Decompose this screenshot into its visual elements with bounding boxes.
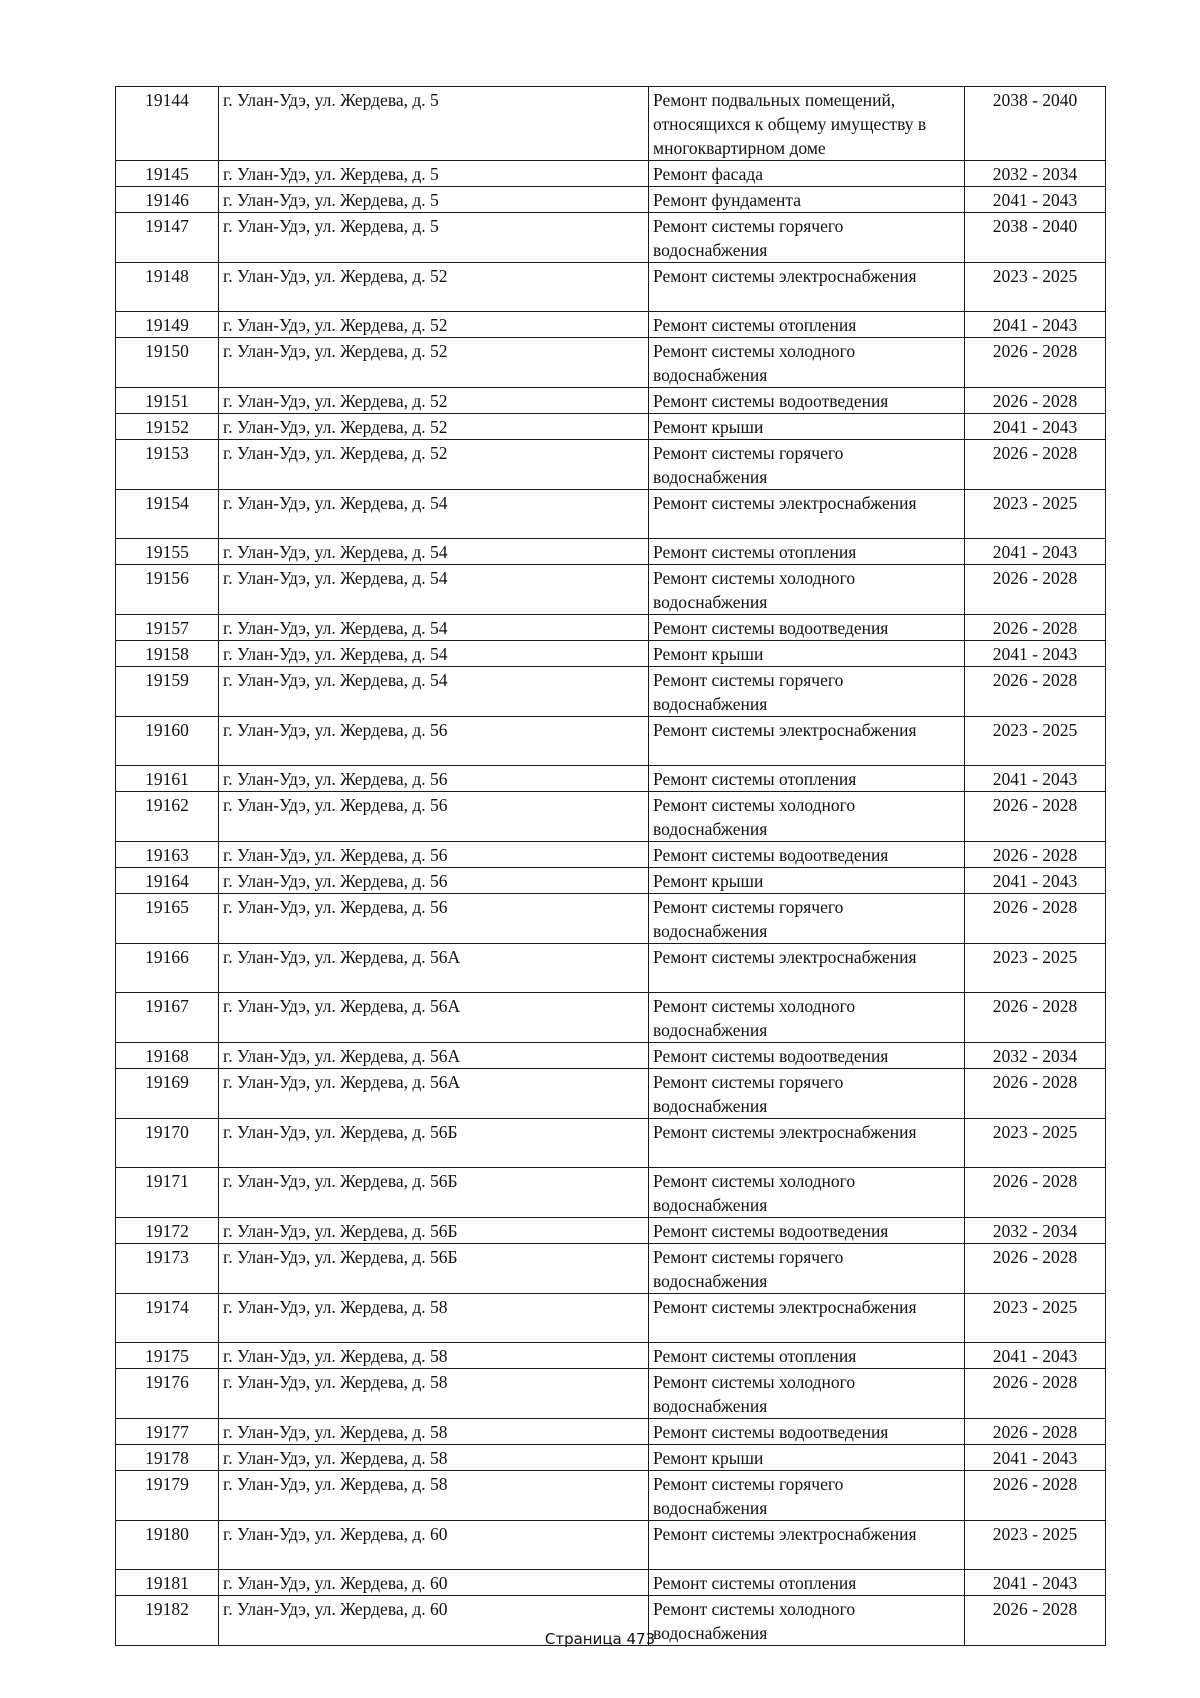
work-type-cell: Ремонт крыши [649, 868, 965, 894]
table-row [116, 187, 1106, 213]
work-type-cell: Ремонт крыши [649, 641, 965, 667]
address-cell: г. Улан-Удэ, ул. Жердева, д. 56 [219, 868, 649, 894]
row-number: 19178 [116, 1445, 219, 1471]
work-type-cell: Ремонт системы водоотведения [649, 1043, 965, 1069]
row-number: 19164 [116, 868, 219, 894]
period-cell: 2026 - 2028 [965, 388, 1106, 414]
work-type-cell: Ремонт системы водоотведения [649, 1218, 965, 1244]
period-cell: 2041 - 2043 [965, 641, 1106, 667]
period-cell: 2026 - 2028 [965, 338, 1106, 388]
row-number: 19153 [116, 440, 219, 490]
row-number: 19148 [116, 263, 219, 312]
address-cell: г. Улан-Удэ, ул. Жердева, д. 56 [219, 894, 649, 944]
address-cell: г. Улан-Удэ, ул. Жердева, д. 58 [219, 1369, 649, 1419]
work-type-cell: Ремонт системы электроснабжения [649, 717, 965, 766]
address-cell: г. Улан-Удэ, ул. Жердева, д. 58 [219, 1343, 649, 1369]
address-cell: г. Улан-Удэ, ул. Жердева, д. 52 [219, 263, 649, 312]
address-cell: г. Улан-Удэ, ул. Жердева, д. 52 [219, 414, 649, 440]
table-row [116, 414, 1106, 440]
period-cell: 2041 - 2043 [965, 1445, 1106, 1471]
work-type-cell: Ремонт системы водоотведения [649, 615, 965, 641]
table-row [116, 993, 1106, 1043]
period-cell: 2038 - 2040 [965, 213, 1106, 263]
table-row [116, 539, 1106, 565]
table-row [116, 944, 1106, 993]
address-cell: г. Улан-Удэ, ул. Жердева, д. 5 [219, 213, 649, 263]
row-number: 19174 [116, 1294, 219, 1343]
period-cell: 2023 - 2025 [965, 263, 1106, 312]
period-cell: 2026 - 2028 [965, 615, 1106, 641]
table-row [116, 868, 1106, 894]
row-number: 19167 [116, 993, 219, 1043]
period-cell: 2026 - 2028 [965, 1596, 1106, 1646]
period-cell: 2026 - 2028 [965, 1244, 1106, 1294]
row-number: 19152 [116, 414, 219, 440]
row-number: 19175 [116, 1343, 219, 1369]
work-type-cell: Ремонт системы холодного водоснабжения [649, 993, 965, 1043]
table-row [116, 312, 1106, 338]
work-type-cell: Ремонт системы водоотведения [649, 1419, 965, 1445]
table-row [116, 1419, 1106, 1445]
row-number: 19158 [116, 641, 219, 667]
address-cell: г. Улан-Удэ, ул. Жердева, д. 54 [219, 641, 649, 667]
address-cell: г. Улан-Удэ, ул. Жердева, д. 54 [219, 539, 649, 565]
address-cell: г. Улан-Удэ, ул. Жердева, д. 60 [219, 1596, 649, 1646]
address-cell: г. Улан-Удэ, ул. Жердева, д. 56Б [219, 1168, 649, 1218]
work-type-cell: Ремонт системы отопления [649, 539, 965, 565]
work-type-cell: Ремонт системы электроснабжения [649, 1119, 965, 1168]
period-cell: 2038 - 2040 [965, 87, 1106, 161]
period-cell: 2026 - 2028 [965, 894, 1106, 944]
row-number: 19173 [116, 1244, 219, 1294]
period-cell: 2023 - 2025 [965, 1294, 1106, 1343]
period-cell: 2023 - 2025 [965, 717, 1106, 766]
work-type-cell: Ремонт системы горячего водоснабжения [649, 1244, 965, 1294]
address-cell: г. Улан-Удэ, ул. Жердева, д. 54 [219, 490, 649, 539]
address-cell: г. Улан-Удэ, ул. Жердева, д. 60 [219, 1521, 649, 1570]
table-row [116, 1069, 1106, 1119]
table-row [116, 263, 1106, 312]
address-cell: г. Улан-Удэ, ул. Жердева, д. 56Б [219, 1218, 649, 1244]
period-cell: 2023 - 2025 [965, 944, 1106, 993]
period-cell: 2026 - 2028 [965, 1369, 1106, 1419]
row-number: 19144 [116, 87, 219, 161]
row-number: 19160 [116, 717, 219, 766]
address-cell: г. Улан-Удэ, ул. Жердева, д. 54 [219, 565, 649, 615]
address-cell: г. Улан-Удэ, ул. Жердева, д. 52 [219, 312, 649, 338]
work-type-cell: Ремонт системы отопления [649, 312, 965, 338]
table-row [116, 1244, 1106, 1294]
address-cell: г. Улан-Удэ, ул. Жердева, д. 5 [219, 87, 649, 161]
period-cell: 2023 - 2025 [965, 1119, 1106, 1168]
table-row [116, 615, 1106, 641]
work-type-cell: Ремонт системы электроснабжения [649, 1294, 965, 1343]
table-row [116, 490, 1106, 539]
row-number: 19170 [116, 1119, 219, 1168]
work-type-cell: Ремонт системы отопления [649, 766, 965, 792]
row-number: 19149 [116, 312, 219, 338]
address-cell: г. Улан-Удэ, ул. Жердева, д. 5 [219, 187, 649, 213]
period-cell: 2023 - 2025 [965, 490, 1106, 539]
table-row [116, 667, 1106, 717]
period-cell: 2041 - 2043 [965, 1570, 1106, 1596]
table-row [116, 766, 1106, 792]
table-row [116, 717, 1106, 766]
row-number: 19177 [116, 1419, 219, 1445]
table-row [116, 1218, 1106, 1244]
period-cell: 2026 - 2028 [965, 440, 1106, 490]
table-row [116, 1369, 1106, 1419]
work-type-cell: Ремонт крыши [649, 414, 965, 440]
work-type-cell: Ремонт системы электроснабжения [649, 263, 965, 312]
table-row [116, 213, 1106, 263]
work-type-cell: Ремонт системы холодного водоснабжения [649, 565, 965, 615]
work-type-cell: Ремонт системы отопления [649, 1343, 965, 1369]
row-number: 19176 [116, 1369, 219, 1419]
table-row [116, 894, 1106, 944]
period-cell: 2026 - 2028 [965, 1069, 1106, 1119]
address-cell: г. Улан-Удэ, ул. Жердева, д. 52 [219, 440, 649, 490]
work-type-cell: Ремонт системы горячего водоснабжения [649, 1069, 965, 1119]
work-type-cell: Ремонт системы холодного водоснабжения [649, 792, 965, 842]
period-cell: 2026 - 2028 [965, 1168, 1106, 1218]
row-number: 19156 [116, 565, 219, 615]
row-number: 19157 [116, 615, 219, 641]
table-row [116, 1043, 1106, 1069]
row-number: 19168 [116, 1043, 219, 1069]
table-row [116, 440, 1106, 490]
period-cell: 2041 - 2043 [965, 312, 1106, 338]
address-cell: г. Улан-Удэ, ул. Жердева, д. 58 [219, 1419, 649, 1445]
work-type-cell: Ремонт системы водоотведения [649, 388, 965, 414]
address-cell: г. Улан-Удэ, ул. Жердева, д. 58 [219, 1445, 649, 1471]
table-body [116, 87, 1106, 1646]
row-number: 19165 [116, 894, 219, 944]
row-number: 19179 [116, 1471, 219, 1521]
table-row [116, 87, 1106, 161]
work-type-cell: Ремонт системы электроснабжения [649, 944, 965, 993]
row-number: 19155 [116, 539, 219, 565]
address-cell: г. Улан-Удэ, ул. Жердева, д. 56А [219, 944, 649, 993]
row-number: 19163 [116, 842, 219, 868]
row-number: 19147 [116, 213, 219, 263]
address-cell: г. Улан-Удэ, ул. Жердева, д. 58 [219, 1294, 649, 1343]
work-type-cell: Ремонт системы холодного водоснабжения [649, 1369, 965, 1419]
table-row [116, 1168, 1106, 1218]
table-row [116, 792, 1106, 842]
work-type-cell: Ремонт системы горячего водоснабжения [649, 1471, 965, 1521]
row-number: 19145 [116, 161, 219, 187]
work-type-cell: Ремонт системы горячего водоснабжения [649, 894, 965, 944]
address-cell: г. Улан-Удэ, ул. Жердева, д. 52 [219, 388, 649, 414]
period-cell: 2026 - 2028 [965, 1419, 1106, 1445]
row-number: 19150 [116, 338, 219, 388]
period-cell: 2041 - 2043 [965, 187, 1106, 213]
row-number: 19169 [116, 1069, 219, 1119]
address-cell: г. Улан-Удэ, ул. Жердева, д. 56Б [219, 1119, 649, 1168]
row-number: 19154 [116, 490, 219, 539]
work-type-cell: Ремонт системы водоотведения [649, 842, 965, 868]
period-cell: 2041 - 2043 [965, 766, 1106, 792]
row-number: 19146 [116, 187, 219, 213]
table-row [116, 1119, 1106, 1168]
table-row [116, 161, 1106, 187]
period-cell: 2032 - 2034 [965, 1043, 1106, 1069]
work-type-cell: Ремонт системы горячего водоснабжения [649, 667, 965, 717]
work-type-cell: Ремонт системы горячего водоснабжения [649, 440, 965, 490]
work-type-cell: Ремонт системы горячего водоснабжения [649, 213, 965, 263]
row-number: 19159 [116, 667, 219, 717]
row-number: 19161 [116, 766, 219, 792]
table-row [116, 1294, 1106, 1343]
period-cell: 2026 - 2028 [965, 792, 1106, 842]
address-cell: г. Улан-Удэ, ул. Жердева, д. 56 [219, 766, 649, 792]
period-cell: 2041 - 2043 [965, 1343, 1106, 1369]
row-number: 19180 [116, 1521, 219, 1570]
row-number: 19151 [116, 388, 219, 414]
table-row [116, 641, 1106, 667]
row-number: 19162 [116, 792, 219, 842]
address-cell: г. Улан-Удэ, ул. Жердева, д. 56Б [219, 1244, 649, 1294]
repair-schedule-table [115, 86, 1106, 1646]
period-cell: 2032 - 2034 [965, 1218, 1106, 1244]
row-number: 19172 [116, 1218, 219, 1244]
table-row [116, 388, 1106, 414]
table-row [116, 565, 1106, 615]
address-cell: г. Улан-Удэ, ул. Жердева, д. 56 [219, 717, 649, 766]
period-cell: 2026 - 2028 [965, 667, 1106, 717]
work-type-cell: Ремонт фасада [649, 161, 965, 187]
work-type-cell: Ремонт системы холодного водоснабжения [649, 338, 965, 388]
page-number: Страница 473 [544, 1630, 656, 1648]
table-row [116, 1343, 1106, 1369]
period-cell: 2032 - 2034 [965, 161, 1106, 187]
period-cell: 2026 - 2028 [965, 993, 1106, 1043]
table-row [116, 842, 1106, 868]
row-number: 19166 [116, 944, 219, 993]
table-row [116, 338, 1106, 388]
table-row [116, 1521, 1106, 1570]
period-cell: 2041 - 2043 [965, 868, 1106, 894]
address-cell: г. Улан-Удэ, ул. Жердева, д. 54 [219, 667, 649, 717]
period-cell: 2041 - 2043 [965, 414, 1106, 440]
row-number: 19182 [116, 1596, 219, 1646]
work-type-cell: Ремонт крыши [649, 1445, 965, 1471]
address-cell: г. Улан-Удэ, ул. Жердева, д. 56А [219, 993, 649, 1043]
address-cell: г. Улан-Удэ, ул. Жердева, д. 58 [219, 1471, 649, 1521]
period-cell: 2026 - 2028 [965, 565, 1106, 615]
period-cell: 2026 - 2028 [965, 1471, 1106, 1521]
table-row [116, 1570, 1106, 1596]
row-number: 19171 [116, 1168, 219, 1218]
work-type-cell: Ремонт фундамента [649, 187, 965, 213]
table-row [116, 1445, 1106, 1471]
address-cell: г. Улан-Удэ, ул. Жердева, д. 54 [219, 615, 649, 641]
work-type-cell: Ремонт системы отопления [649, 1570, 965, 1596]
address-cell: г. Улан-Удэ, ул. Жердева, д. 56 [219, 842, 649, 868]
work-type-cell: Ремонт системы электроснабжения [649, 1521, 965, 1570]
address-cell: г. Улан-Удэ, ул. Жердева, д. 56А [219, 1043, 649, 1069]
address-cell: г. Улан-Удэ, ул. Жердева, д. 56А [219, 1069, 649, 1119]
table-row [116, 1471, 1106, 1521]
work-type-cell: Ремонт системы холодного водоснабжения [649, 1168, 965, 1218]
work-type-cell: Ремонт системы холодного водоснабжения [649, 1596, 965, 1646]
address-cell: г. Улан-Удэ, ул. Жердева, д. 52 [219, 338, 649, 388]
address-cell: г. Улан-Удэ, ул. Жердева, д. 5 [219, 161, 649, 187]
period-cell: 2023 - 2025 [965, 1521, 1106, 1570]
period-cell: 2026 - 2028 [965, 842, 1106, 868]
work-type-cell: Ремонт системы электроснабжения [649, 490, 965, 539]
work-type-cell: Ремонт подвальных помещений, относящихся к общему имуществу в многоквартирном доме [649, 87, 965, 161]
period-cell: 2041 - 2043 [965, 539, 1106, 565]
row-number: 19181 [116, 1570, 219, 1596]
address-cell: г. Улан-Удэ, ул. Жердева, д. 60 [219, 1570, 649, 1596]
address-cell: г. Улан-Удэ, ул. Жердева, д. 56 [219, 792, 649, 842]
